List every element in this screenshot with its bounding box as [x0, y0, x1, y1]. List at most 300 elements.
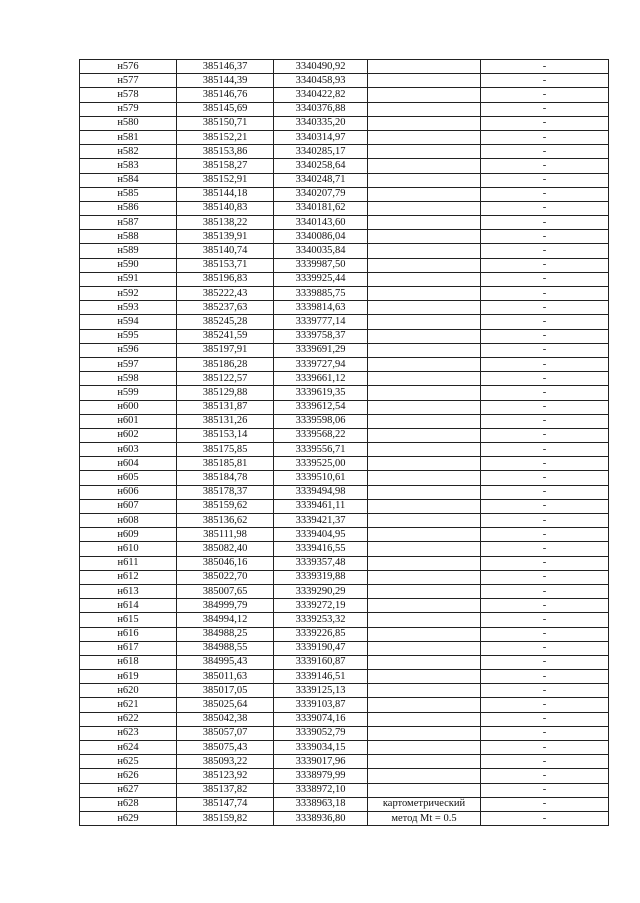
y-coordinate-cell: 3339404,95: [274, 528, 368, 542]
method-cell: [368, 130, 481, 144]
y-coordinate-cell: 3338936,80: [274, 811, 368, 825]
method-cell: [368, 414, 481, 428]
point-name-cell: н598: [80, 372, 177, 386]
method-cell: [368, 641, 481, 655]
note-cell: -: [481, 556, 609, 570]
x-coordinate-cell: 385129,88: [177, 386, 274, 400]
point-name-cell: н594: [80, 315, 177, 329]
x-coordinate-cell: 385186,28: [177, 357, 274, 371]
table-row: [80, 584, 609, 598]
y-coordinate-cell: 3339987,50: [274, 258, 368, 272]
point-name-cell: н627: [80, 783, 177, 797]
table-row: [80, 400, 609, 414]
table-row: [80, 173, 609, 187]
y-coordinate-cell: 3338963,18: [274, 797, 368, 811]
note-cell: -: [481, 88, 609, 102]
x-coordinate-cell: 385147,74: [177, 797, 274, 811]
note-cell: -: [481, 755, 609, 769]
note-cell: -: [481, 783, 609, 797]
point-name-cell: н588: [80, 230, 177, 244]
x-coordinate-cell: 385153,86: [177, 145, 274, 159]
x-coordinate-cell: 385222,43: [177, 287, 274, 301]
method-cell: [368, 400, 481, 414]
point-name-cell: н596: [80, 343, 177, 357]
point-name-cell: н618: [80, 655, 177, 669]
note-cell: -: [481, 542, 609, 556]
x-coordinate-cell: 385152,91: [177, 173, 274, 187]
table-row: [80, 613, 609, 627]
point-name-cell: н599: [80, 386, 177, 400]
table-row: [80, 542, 609, 556]
y-coordinate-cell: 3339758,37: [274, 329, 368, 343]
x-coordinate-cell: 385122,57: [177, 372, 274, 386]
table-row: [80, 556, 609, 570]
point-name-cell: н602: [80, 428, 177, 442]
y-coordinate-cell: 3340285,17: [274, 145, 368, 159]
note-cell: -: [481, 627, 609, 641]
y-coordinate-cell: 3339568,22: [274, 428, 368, 442]
note-cell: -: [481, 769, 609, 783]
method-cell: [368, 428, 481, 442]
table-row: [80, 201, 609, 215]
method-cell: [368, 443, 481, 457]
y-coordinate-cell: 3340422,82: [274, 88, 368, 102]
x-coordinate-cell: 385196,83: [177, 272, 274, 286]
y-coordinate-cell: 3339357,48: [274, 556, 368, 570]
method-cell: [368, 159, 481, 173]
note-cell: -: [481, 414, 609, 428]
x-coordinate-cell: 385241,59: [177, 329, 274, 343]
point-name-cell: н620: [80, 684, 177, 698]
note-cell: -: [481, 357, 609, 371]
note-cell: -: [481, 670, 609, 684]
table-row: [80, 230, 609, 244]
note-cell: -: [481, 655, 609, 669]
note-cell: -: [481, 343, 609, 357]
x-coordinate-cell: 385146,37: [177, 60, 274, 74]
y-coordinate-cell: 3339253,32: [274, 613, 368, 627]
point-name-cell: н606: [80, 485, 177, 499]
x-coordinate-cell: 385145,69: [177, 102, 274, 116]
point-name-cell: н603: [80, 443, 177, 457]
method-cell: [368, 485, 481, 499]
x-coordinate-cell: 385185,81: [177, 457, 274, 471]
y-coordinate-cell: 3339421,37: [274, 514, 368, 528]
y-coordinate-cell: 3340458,93: [274, 74, 368, 88]
table-row: [80, 712, 609, 726]
x-coordinate-cell: 384988,55: [177, 641, 274, 655]
method-cell: [368, 60, 481, 74]
x-coordinate-cell: 385075,43: [177, 741, 274, 755]
note-cell: -: [481, 272, 609, 286]
y-coordinate-cell: 3339226,85: [274, 627, 368, 641]
point-name-cell: н600: [80, 400, 177, 414]
table-row: [80, 684, 609, 698]
point-name-cell: н577: [80, 74, 177, 88]
point-name-cell: н581: [80, 130, 177, 144]
x-coordinate-cell: 385159,82: [177, 811, 274, 825]
y-coordinate-cell: 3340490,92: [274, 60, 368, 74]
y-coordinate-cell: 3339290,29: [274, 584, 368, 598]
x-coordinate-cell: 385178,37: [177, 485, 274, 499]
table-row: [80, 244, 609, 258]
note-cell: -: [481, 499, 609, 513]
x-coordinate-cell: 385144,39: [177, 74, 274, 88]
y-coordinate-cell: 3340258,64: [274, 159, 368, 173]
method-cell: [368, 514, 481, 528]
method-cell: [368, 584, 481, 598]
x-coordinate-cell: 385093,22: [177, 755, 274, 769]
note-cell: -: [481, 216, 609, 230]
note-cell: -: [481, 514, 609, 528]
x-coordinate-cell: 385007,65: [177, 584, 274, 598]
point-name-cell: н576: [80, 60, 177, 74]
y-coordinate-cell: 3339125,13: [274, 684, 368, 698]
method-cell: [368, 712, 481, 726]
y-coordinate-cell: 3339510,61: [274, 471, 368, 485]
note-cell: -: [481, 443, 609, 457]
x-coordinate-cell: 385139,91: [177, 230, 274, 244]
y-coordinate-cell: 3339612,54: [274, 400, 368, 414]
note-cell: -: [481, 485, 609, 499]
method-cell: [368, 542, 481, 556]
coordinates-table-body: [80, 60, 609, 826]
table-row: [80, 372, 609, 386]
point-name-cell: н590: [80, 258, 177, 272]
point-name-cell: н587: [80, 216, 177, 230]
x-coordinate-cell: 385144,18: [177, 187, 274, 201]
table-row: [80, 272, 609, 286]
table-row: [80, 216, 609, 230]
note-cell: -: [481, 116, 609, 130]
coordinates-table: [79, 59, 609, 826]
table-row: [80, 783, 609, 797]
y-coordinate-cell: 3339052,79: [274, 726, 368, 740]
y-coordinate-cell: 3340207,79: [274, 187, 368, 201]
point-name-cell: н597: [80, 357, 177, 371]
x-coordinate-cell: 385140,74: [177, 244, 274, 258]
table-row: [80, 797, 609, 811]
note-cell: -: [481, 599, 609, 613]
method-cell: [368, 74, 481, 88]
note-cell: -: [481, 201, 609, 215]
x-coordinate-cell: 385022,70: [177, 570, 274, 584]
point-name-cell: н609: [80, 528, 177, 542]
note-cell: -: [481, 159, 609, 173]
x-coordinate-cell: 385152,21: [177, 130, 274, 144]
y-coordinate-cell: 3339461,11: [274, 499, 368, 513]
note-cell: -: [481, 329, 609, 343]
note-cell: -: [481, 372, 609, 386]
x-coordinate-cell: 385082,40: [177, 542, 274, 556]
x-coordinate-cell: 385153,14: [177, 428, 274, 442]
note-cell: -: [481, 428, 609, 442]
x-coordinate-cell: 384995,43: [177, 655, 274, 669]
method-cell: [368, 116, 481, 130]
y-coordinate-cell: 3339017,96: [274, 755, 368, 769]
y-coordinate-cell: 3339814,63: [274, 301, 368, 315]
method-cell: [368, 301, 481, 315]
table-row: [80, 443, 609, 457]
note-cell: -: [481, 60, 609, 74]
table-row: [80, 315, 609, 329]
x-coordinate-cell: 385111,98: [177, 528, 274, 542]
point-name-cell: н579: [80, 102, 177, 116]
method-cell: [368, 457, 481, 471]
method-cell: [368, 244, 481, 258]
y-coordinate-cell: 3339146,51: [274, 670, 368, 684]
point-name-cell: н578: [80, 88, 177, 102]
table-row: [80, 60, 609, 74]
x-coordinate-cell: 385138,22: [177, 216, 274, 230]
point-name-cell: н616: [80, 627, 177, 641]
point-name-cell: н629: [80, 811, 177, 825]
x-coordinate-cell: 385131,87: [177, 400, 274, 414]
y-coordinate-cell: 3338972,10: [274, 783, 368, 797]
table-row: [80, 514, 609, 528]
y-coordinate-cell: 3340314,97: [274, 130, 368, 144]
point-name-cell: н611: [80, 556, 177, 570]
table-row: [80, 88, 609, 102]
table-row: [80, 258, 609, 272]
point-name-cell: н591: [80, 272, 177, 286]
point-name-cell: н613: [80, 584, 177, 598]
y-coordinate-cell: 3340376,88: [274, 102, 368, 116]
x-coordinate-cell: 385197,91: [177, 343, 274, 357]
y-coordinate-cell: 3340035,84: [274, 244, 368, 258]
method-cell: [368, 201, 481, 215]
point-name-cell: н615: [80, 613, 177, 627]
y-coordinate-cell: 3338979,99: [274, 769, 368, 783]
note-cell: -: [481, 528, 609, 542]
note-cell: -: [481, 698, 609, 712]
y-coordinate-cell: 3339160,87: [274, 655, 368, 669]
note-cell: -: [481, 102, 609, 116]
note-cell: -: [481, 613, 609, 627]
method-cell: [368, 272, 481, 286]
point-name-cell: н619: [80, 670, 177, 684]
table-row: [80, 428, 609, 442]
table-row: [80, 670, 609, 684]
note-cell: -: [481, 187, 609, 201]
table-row: [80, 74, 609, 88]
method-cell: [368, 627, 481, 641]
point-name-cell: н612: [80, 570, 177, 584]
table-row: [80, 343, 609, 357]
method-cell: [368, 670, 481, 684]
note-cell: -: [481, 244, 609, 258]
x-coordinate-cell: 385153,71: [177, 258, 274, 272]
point-name-cell: н621: [80, 698, 177, 712]
x-coordinate-cell: 384988,25: [177, 627, 274, 641]
method-cell: [368, 187, 481, 201]
y-coordinate-cell: 3339074,16: [274, 712, 368, 726]
x-coordinate-cell: 384999,79: [177, 599, 274, 613]
point-name-cell: н628: [80, 797, 177, 811]
y-coordinate-cell: 3339525,00: [274, 457, 368, 471]
method-cell: [368, 783, 481, 797]
point-name-cell: н605: [80, 471, 177, 485]
method-cell: [368, 102, 481, 116]
note-cell: -: [481, 301, 609, 315]
table-row: [80, 528, 609, 542]
y-coordinate-cell: 3339556,71: [274, 443, 368, 457]
note-cell: -: [481, 457, 609, 471]
table-row: [80, 301, 609, 315]
y-coordinate-cell: 3340143,60: [274, 216, 368, 230]
method-cell: картометрический: [368, 797, 481, 811]
method-cell: [368, 499, 481, 513]
y-coordinate-cell: 3339925,44: [274, 272, 368, 286]
method-cell: [368, 343, 481, 357]
method-cell: [368, 684, 481, 698]
method-cell: [368, 329, 481, 343]
x-coordinate-cell: 385017,05: [177, 684, 274, 698]
method-cell: метод Mt = 0.5: [368, 811, 481, 825]
x-coordinate-cell: 384994,12: [177, 613, 274, 627]
y-coordinate-cell: 3339416,55: [274, 542, 368, 556]
point-name-cell: н585: [80, 187, 177, 201]
point-name-cell: н582: [80, 145, 177, 159]
table-row: [80, 627, 609, 641]
point-name-cell: н583: [80, 159, 177, 173]
point-name-cell: н604: [80, 457, 177, 471]
note-cell: -: [481, 145, 609, 159]
y-coordinate-cell: 3339661,12: [274, 372, 368, 386]
x-coordinate-cell: 385245,28: [177, 315, 274, 329]
x-coordinate-cell: 385150,71: [177, 116, 274, 130]
note-cell: -: [481, 684, 609, 698]
point-name-cell: н625: [80, 755, 177, 769]
y-coordinate-cell: 3339777,14: [274, 315, 368, 329]
y-coordinate-cell: 3340181,62: [274, 201, 368, 215]
method-cell: [368, 726, 481, 740]
note-cell: -: [481, 641, 609, 655]
x-coordinate-cell: 385146,76: [177, 88, 274, 102]
y-coordinate-cell: 3339619,35: [274, 386, 368, 400]
point-name-cell: н623: [80, 726, 177, 740]
point-name-cell: н614: [80, 599, 177, 613]
note-cell: -: [481, 726, 609, 740]
method-cell: [368, 570, 481, 584]
x-coordinate-cell: 385136,62: [177, 514, 274, 528]
point-name-cell: н624: [80, 741, 177, 755]
x-coordinate-cell: 385159,62: [177, 499, 274, 513]
table-row: [80, 145, 609, 159]
method-cell: [368, 372, 481, 386]
x-coordinate-cell: 385057,07: [177, 726, 274, 740]
note-cell: -: [481, 74, 609, 88]
table-row: [80, 655, 609, 669]
point-name-cell: н626: [80, 769, 177, 783]
table-row: [80, 457, 609, 471]
y-coordinate-cell: 3340086,04: [274, 230, 368, 244]
table-row: [80, 357, 609, 371]
point-name-cell: н593: [80, 301, 177, 315]
method-cell: [368, 88, 481, 102]
table-row: [80, 769, 609, 783]
table-row: [80, 471, 609, 485]
table-row: [80, 641, 609, 655]
x-coordinate-cell: 385025,64: [177, 698, 274, 712]
method-cell: [368, 258, 481, 272]
note-cell: -: [481, 584, 609, 598]
note-cell: -: [481, 741, 609, 755]
method-cell: [368, 357, 481, 371]
table-row: [80, 159, 609, 173]
x-coordinate-cell: 385184,78: [177, 471, 274, 485]
table-row: [80, 726, 609, 740]
point-name-cell: н592: [80, 287, 177, 301]
y-coordinate-cell: 3339598,06: [274, 414, 368, 428]
table-row: [80, 755, 609, 769]
method-cell: [368, 145, 481, 159]
note-cell: -: [481, 315, 609, 329]
note-cell: -: [481, 712, 609, 726]
point-name-cell: н608: [80, 514, 177, 528]
method-cell: [368, 741, 481, 755]
method-cell: [368, 315, 481, 329]
y-coordinate-cell: 3339034,15: [274, 741, 368, 755]
y-coordinate-cell: 3339190,47: [274, 641, 368, 655]
table-row: [80, 116, 609, 130]
table-row: [80, 130, 609, 144]
method-cell: [368, 173, 481, 187]
y-coordinate-cell: 3339885,75: [274, 287, 368, 301]
point-name-cell: н595: [80, 329, 177, 343]
note-cell: -: [481, 258, 609, 272]
table-row: [80, 698, 609, 712]
x-coordinate-cell: 385011,63: [177, 670, 274, 684]
point-name-cell: н617: [80, 641, 177, 655]
method-cell: [368, 755, 481, 769]
note-cell: -: [481, 173, 609, 187]
point-name-cell: н589: [80, 244, 177, 258]
x-coordinate-cell: 385046,16: [177, 556, 274, 570]
x-coordinate-cell: 385158,27: [177, 159, 274, 173]
note-cell: -: [481, 386, 609, 400]
table-row: [80, 741, 609, 755]
point-name-cell: н601: [80, 414, 177, 428]
note-cell: -: [481, 230, 609, 244]
note-cell: -: [481, 797, 609, 811]
x-coordinate-cell: 385042,38: [177, 712, 274, 726]
method-cell: [368, 471, 481, 485]
point-name-cell: н607: [80, 499, 177, 513]
table-row: [80, 102, 609, 116]
table-row: [80, 329, 609, 343]
method-cell: [368, 386, 481, 400]
table-row: [80, 287, 609, 301]
method-cell: [368, 528, 481, 542]
table-row: [80, 485, 609, 499]
point-name-cell: н610: [80, 542, 177, 556]
note-cell: -: [481, 130, 609, 144]
note-cell: -: [481, 471, 609, 485]
method-cell: [368, 599, 481, 613]
y-coordinate-cell: 3340335,20: [274, 116, 368, 130]
x-coordinate-cell: 385175,85: [177, 443, 274, 457]
table-row: [80, 499, 609, 513]
point-name-cell: н584: [80, 173, 177, 187]
method-cell: [368, 769, 481, 783]
y-coordinate-cell: 3340248,71: [274, 173, 368, 187]
note-cell: -: [481, 287, 609, 301]
point-name-cell: н580: [80, 116, 177, 130]
y-coordinate-cell: 3339103,87: [274, 698, 368, 712]
method-cell: [368, 698, 481, 712]
table-row: [80, 599, 609, 613]
